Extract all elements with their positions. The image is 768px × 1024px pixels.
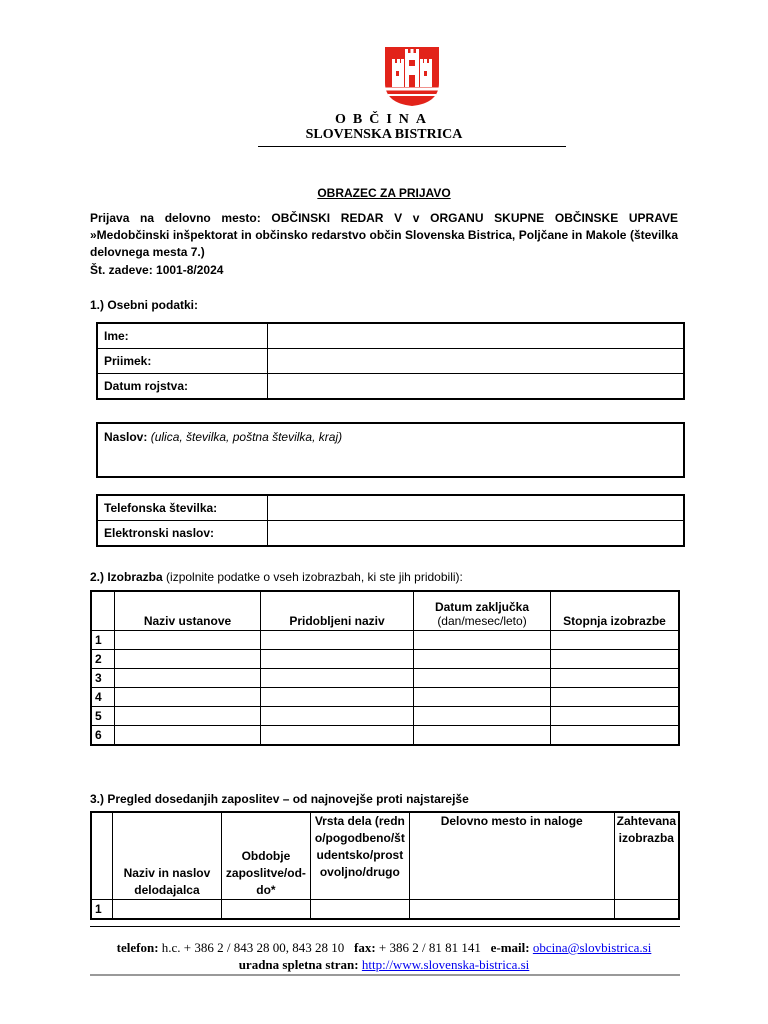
cell[interactable]	[551, 726, 680, 746]
cell[interactable]	[551, 688, 680, 707]
cell[interactable]	[414, 669, 551, 688]
cell[interactable]	[115, 631, 261, 650]
cell[interactable]	[115, 650, 261, 669]
field-label: Telefonska številka:	[97, 495, 268, 521]
cell[interactable]	[112, 900, 221, 920]
col-level: Stopnja izobrazbe	[551, 591, 680, 631]
phone-value: h.c. + 386 2 / 843 28 00, 843 28 10	[161, 940, 345, 955]
contact-table	[96, 494, 685, 547]
cell[interactable]	[551, 650, 680, 669]
cell[interactable]	[261, 707, 414, 726]
education-heading-title: 2.) Izobrazba	[90, 570, 163, 584]
cell[interactable]	[261, 669, 414, 688]
email-field[interactable]	[268, 521, 685, 547]
col-employer: Naziv in naslov delodajalca	[112, 812, 221, 900]
footer-web	[0, 957, 768, 973]
table-header-row	[91, 591, 679, 631]
education-heading-note: (izpolnite podatke o vseh izobrazbah, ki ste jih pridobili):	[166, 570, 463, 584]
table-row	[97, 495, 684, 521]
table-row	[97, 521, 684, 547]
education-table	[90, 590, 680, 746]
table-row	[91, 669, 679, 688]
field-label: Datum rojstva:	[97, 374, 268, 400]
section-personal-heading: 1.) Osebni podatki:	[90, 298, 199, 312]
cell[interactable]	[221, 900, 310, 920]
cell[interactable]	[115, 707, 261, 726]
cell[interactable]	[414, 726, 551, 746]
col-period: Obdobje zaposlitve/od-do*	[221, 812, 310, 900]
cell[interactable]	[614, 900, 679, 920]
row-number: 4	[91, 688, 115, 707]
col-position: Delovno mesto in naloge	[409, 812, 614, 900]
row-number: 3	[91, 669, 115, 688]
cell[interactable]	[115, 688, 261, 707]
phone-label: telefon:	[116, 940, 159, 955]
email-link[interactable]: obcina@slovbistrica.si	[532, 940, 652, 955]
table-row	[91, 650, 679, 669]
row-number: 1	[91, 631, 115, 650]
crest-logo	[383, 45, 441, 107]
footer-contact	[0, 940, 768, 956]
obcina-label: OBČINA	[334, 112, 433, 127]
cell[interactable]	[414, 631, 551, 650]
col-number	[91, 812, 112, 900]
section-employment-heading: 3.) Pregled dosedanjih zaposlitev – od najnovejše proti najstarejše	[90, 792, 469, 806]
cell[interactable]	[261, 688, 414, 707]
personal-table	[96, 322, 685, 400]
cell[interactable]	[551, 707, 680, 726]
cell[interactable]	[310, 900, 409, 920]
fax-label: fax:	[354, 940, 376, 955]
row-number: 6	[91, 726, 115, 746]
cell[interactable]	[115, 726, 261, 746]
cell[interactable]	[409, 900, 614, 920]
cell[interactable]	[414, 688, 551, 707]
field-label: Elektronski naslov:	[97, 521, 268, 547]
web-link[interactable]: http://www.slovenska-bistrica.si	[361, 957, 530, 972]
web-label: uradna spletna stran:	[238, 957, 359, 972]
row-number: 2	[91, 650, 115, 669]
table-row	[97, 323, 684, 349]
form-intro: Prijava na delovno mesto: OBČINSKI REDAR V v ORGANU SKUPNE OBČINSKE UPRAVE »Medobčinski inšpektorat in občinsko redarstvo občin Slovenska Bistrica, Poljčane in Makole (številka delovnega mesta 7.)	[90, 211, 678, 259]
municipality-name: SLOVENSKA BISTRICA	[305, 127, 463, 142]
field-label: Ime:	[97, 323, 268, 349]
field-label: Priimek:	[97, 349, 268, 374]
table-row	[91, 688, 679, 707]
col-institution: Naziv ustanove	[115, 591, 261, 631]
col-type: Vrsta dela (redno/pogodbeno/študentsko/prostovoljno/drugo	[310, 812, 409, 900]
table-row	[97, 349, 684, 374]
col-date-label: Datum zaključka	[434, 600, 530, 614]
email-label: e-mail:	[490, 940, 530, 955]
phone-field[interactable]	[268, 495, 685, 521]
col-date-note: (dan/mesec/leto)	[437, 614, 527, 628]
header-divider	[258, 146, 566, 147]
col-title: Pridobljeni naziv	[261, 591, 414, 631]
cell[interactable]	[261, 726, 414, 746]
col-date	[414, 591, 551, 631]
birth-date-field[interactable]	[268, 374, 685, 400]
first-name-field[interactable]	[268, 323, 685, 349]
fax-value: + 386 2 / 81 81 141	[378, 940, 481, 955]
form-title: OBRAZEC ZA PRIJAVO	[317, 186, 451, 200]
employment-table	[90, 811, 680, 920]
col-number	[91, 591, 115, 631]
cell[interactable]	[414, 650, 551, 669]
cell[interactable]	[261, 631, 414, 650]
table-header-row	[91, 812, 679, 900]
address-label: Naslov:	[104, 430, 148, 444]
cell[interactable]	[414, 707, 551, 726]
address-field[interactable]	[96, 422, 685, 478]
cell[interactable]	[551, 669, 680, 688]
table-row	[91, 707, 679, 726]
table-row	[91, 900, 679, 920]
row-number: 1	[91, 900, 112, 920]
table-row	[91, 631, 679, 650]
row-number: 5	[91, 707, 115, 726]
col-required-education: Zahtevana izobrazba	[614, 812, 679, 900]
cell[interactable]	[115, 669, 261, 688]
address-hint: (ulica, številka, poštna številka, kraj)	[150, 430, 343, 444]
cell[interactable]	[551, 631, 680, 650]
section-education-heading	[90, 570, 463, 584]
table-row	[91, 726, 679, 746]
last-name-field[interactable]	[268, 349, 685, 374]
table-row	[97, 374, 684, 400]
footer-divider-bottom	[90, 974, 680, 976]
case-number: Št. zadeve: 1001-8/2024	[90, 263, 224, 277]
cell[interactable]	[261, 650, 414, 669]
footer-divider-top	[90, 926, 680, 927]
